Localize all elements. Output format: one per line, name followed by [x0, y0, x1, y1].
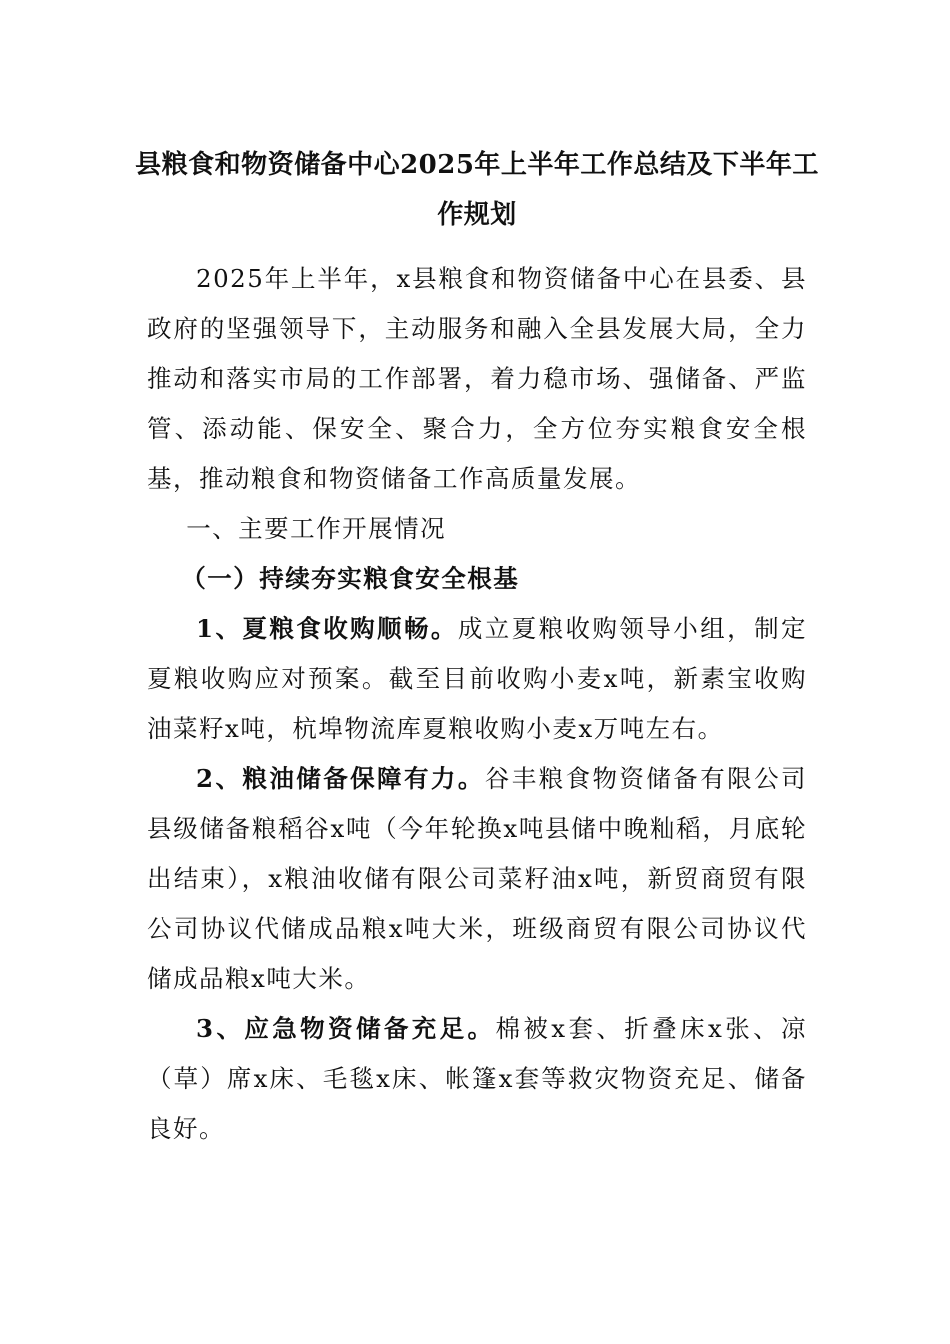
work-item-lead: 2、粮油储备保障有力。	[196, 764, 485, 793]
work-item-text: 成立夏粮收购领导小组，制定夏粮收购应对预案。截至目前收购小麦x吨，新素宝收购油菜籽x吨，杭埠物流库夏粮收购小麦x万吨左右。	[147, 614, 807, 743]
work-item-paragraph	[147, 754, 807, 1004]
subsection-heading: （一）持续夯实粮食安全根基	[181, 564, 520, 593]
document-page	[135, 140, 819, 1154]
intro-paragraph: 2025年上半年，x县粮食和物资储备中心在县委、县政府的坚强领导下，主动服务和融入全县发展大局，全力推动和落实市局的工作部署，着力稳市场、强储备、严监管、添动能、保安全、聚合力，全方位夯实粮食安全根基，推动粮食和物资储备工作高质量发展。	[147, 264, 807, 493]
work-item-lead: 1、夏粮食收购顺畅。	[196, 614, 458, 643]
work-item-text: 棉被x套、折叠床x张、凉（草）席x床、毛毯x床、帐篷x套等救灾物资充足、储备良好。	[147, 1014, 807, 1143]
section-heading: 一、主要工作开展情况	[186, 514, 447, 543]
document-title: 县粮食和物资储备中心2025年上半年工作总结及下半年工作规划	[135, 150, 819, 230]
work-item-text: 谷丰粮食物资储备有限公司县级储备粮稻谷x吨（今年轮换x吨县储中晚籼稻，月底轮出结束），x粮油收储有限公司菜籽油x吨，新贸商贸有限公司协议代储成品粮x吨大米，班级商贸有限公司协议代储成品粮x吨大米。	[147, 764, 808, 993]
work-item-paragraph	[147, 1004, 807, 1154]
work-item-lead: 3、应急物资储备充足。	[196, 1014, 496, 1043]
work-item-paragraph	[147, 604, 807, 754]
